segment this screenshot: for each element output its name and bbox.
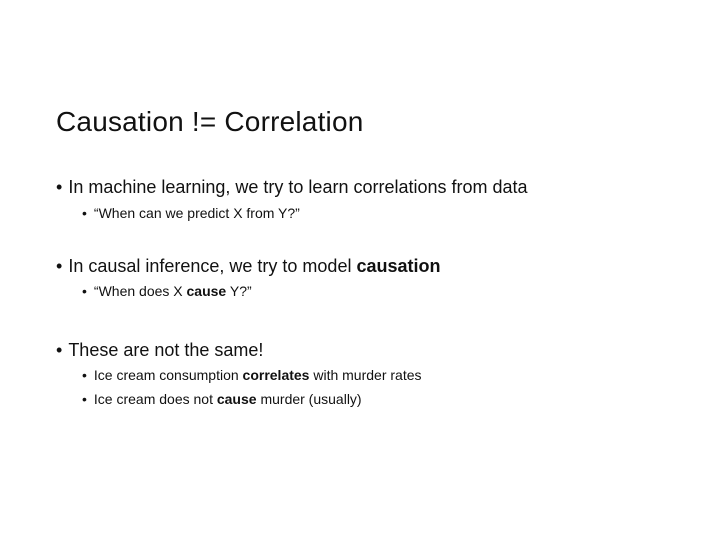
sub-bullet-text-pre: Ice cream does not: [93, 391, 217, 407]
slide-title: Causation != Correlation: [56, 106, 364, 137]
bullet-text: In machine learning, we try to learn correlations from data: [68, 177, 528, 197]
sub-bullet-predict-question: [82, 205, 300, 221]
bullet-dot: •: [56, 177, 63, 197]
sub-bullet-text-bold: cause: [216, 391, 257, 407]
bullet-not-the-same: [56, 340, 263, 361]
bullet-dot: •: [82, 205, 87, 221]
sub-bullet-cause-question: [82, 283, 252, 299]
sub-bullet-text-pre: Ice cream consumption: [93, 367, 243, 383]
bullet-machine-learning: [56, 177, 528, 198]
sub-bullet-text-pre: “When does X: [93, 283, 187, 299]
sub-bullet-text-bold: correlates: [242, 367, 310, 383]
bullet-dot: •: [56, 340, 63, 360]
bullet-dot: •: [82, 367, 87, 383]
sub-bullet-cause-example: [82, 391, 362, 407]
sub-bullet-text: “When can we predict X from Y?”: [93, 205, 300, 221]
sub-bullet-text-post: murder (usually): [256, 391, 362, 407]
bullet-causal-inference: [56, 256, 440, 277]
bullet-text-pre: In causal inference, we try to model: [68, 256, 357, 276]
sub-bullet-text-post: Y?”: [226, 283, 252, 299]
sub-bullet-text-bold: cause: [186, 283, 227, 299]
bullet-dot: •: [56, 256, 63, 276]
sub-bullet-text-post: with murder rates: [309, 367, 422, 383]
bullet-text: These are not the same!: [68, 340, 264, 360]
sub-bullet-correlates-example: [82, 367, 422, 383]
bullet-text-bold: causation: [356, 256, 441, 276]
bullet-dot: •: [82, 283, 87, 299]
bullet-dot: •: [82, 391, 87, 407]
